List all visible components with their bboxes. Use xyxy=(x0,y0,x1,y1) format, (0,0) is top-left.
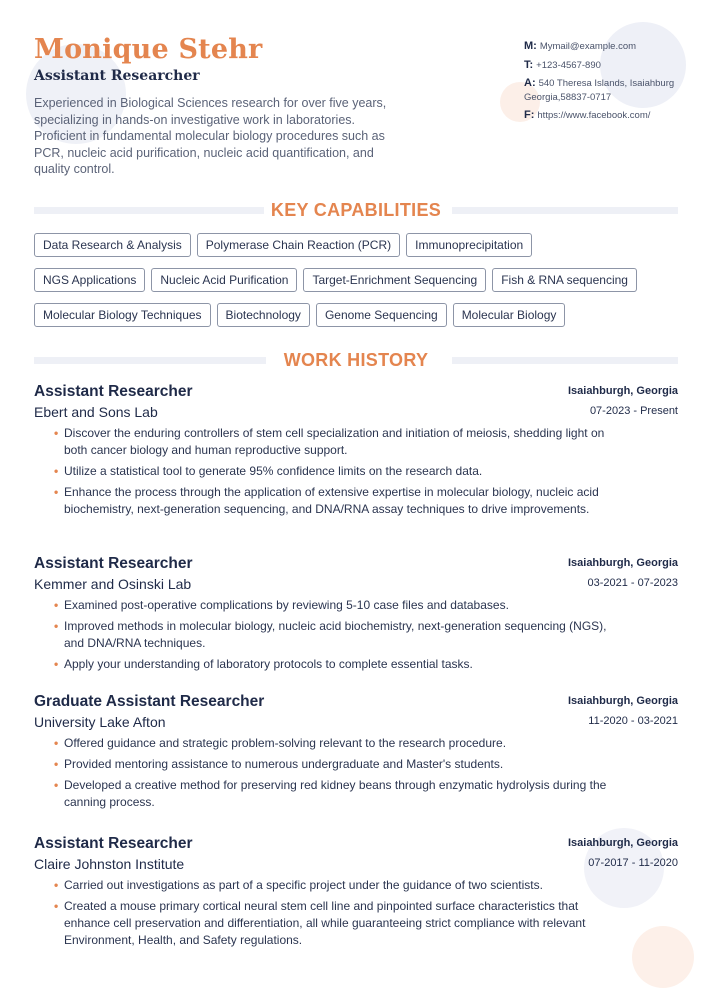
capability-tag: Polymerase Chain Reaction (PCR) xyxy=(197,233,400,257)
contact-facebook-label: F: xyxy=(524,109,535,121)
profile-summary: Experienced in Biological Sciences research for over five years, specializing in hands-on investigative work in laboratories. Proficient in fundamental molecular biology procedures such as PCR, nucleic acid purification, nucleic acid quantification, and quality control. xyxy=(34,96,387,177)
job-bullet: • Enhance the process through the application of extensive expertise in molecular biology, nucleic acid biochemistry, next-generation sequencing, and DNA/RNA assay techniques to drive improvements. xyxy=(64,484,624,518)
company-name: Ebert and Sons Lab xyxy=(34,404,158,420)
work-section-header xyxy=(34,348,678,372)
job-dates: 11-2020 - 03-2021 xyxy=(588,715,678,727)
job-dates: 07-2017 - 11-2020 xyxy=(588,857,678,869)
contact-block xyxy=(524,40,704,128)
job-dates: 03-2021 - 07-2023 xyxy=(587,577,678,589)
candidate-title: Assistant Researcher xyxy=(34,68,200,84)
contact-phone xyxy=(524,59,704,73)
contact-facebook xyxy=(524,109,704,123)
capability-tag: Fish & RNA sequencing xyxy=(492,268,637,292)
contact-address xyxy=(524,77,704,104)
capabilities-list xyxy=(34,233,694,338)
company-name: Kemmer and Osinski Lab xyxy=(34,576,192,592)
job-title: Assistant Researcher xyxy=(34,383,193,400)
job-bullets xyxy=(34,597,624,673)
capability-tag: NGS Applications xyxy=(34,268,145,292)
company-name: Claire Johnston Institute xyxy=(34,856,185,872)
company-name: University Lake Afton xyxy=(34,714,166,730)
contact-email-value[interactable]: Mymail@example.com xyxy=(539,41,637,52)
job-location: Isaiahburgh, Georgia xyxy=(567,385,678,397)
job-bullet: • Developed a creative method for preserving red kidney beans through enzymatic hydrolysis during the canning process. xyxy=(64,777,624,811)
job-bullet: • Examined post-operative complications by reviewing 5-10 case files and databases. xyxy=(64,597,624,614)
job-location: Isaiahburgh, Georgia xyxy=(567,695,678,707)
job-title: Assistant Researcher xyxy=(34,835,193,852)
capability-tag: Immunoprecipitation xyxy=(406,233,532,257)
capability-tag: Target-Enrichment Sequencing xyxy=(303,268,486,292)
contact-phone-value[interactable]: +123-4567-890 xyxy=(536,59,601,71)
capability-tag: Biotechnology xyxy=(217,303,310,327)
job-bullets xyxy=(34,877,624,949)
capability-row xyxy=(34,233,694,257)
job-location: Isaiahburgh, Georgia xyxy=(567,837,678,849)
job-bullets xyxy=(34,425,624,518)
capabilities-section-header xyxy=(34,198,678,222)
job-title: Graduate Assistant Researcher xyxy=(34,693,265,710)
job-entry xyxy=(34,554,678,677)
capability-tag: Molecular Biology xyxy=(453,303,566,327)
contact-phone-label: T: xyxy=(524,58,534,71)
job-location: Isaiahburgh, Georgia xyxy=(567,557,678,569)
capability-tag: Data Research & Analysis xyxy=(34,233,191,257)
job-bullet: • Created a mouse primary cortical neural stem cell line and pinpointed surface characteristics that enhance cell preservation and differentiation, all while guaranteeing strict compliance with relevant Environment, Health, and Safety regulations. xyxy=(64,898,624,949)
job-bullet: • Utilize a statistical tool to generate 95% confidence limits on the research data. xyxy=(64,463,624,480)
job-entry xyxy=(34,382,678,522)
contact-mobile-label: M: xyxy=(524,40,537,52)
job-title: Assistant Researcher xyxy=(34,555,193,572)
job-bullets xyxy=(34,735,624,811)
job-entry xyxy=(34,834,678,953)
capability-tag: Genome Sequencing xyxy=(316,303,447,327)
work-heading: WORK HISTORY xyxy=(283,350,429,370)
contact-address-value: 540 Theresa Islands, Isaiahburg Georgia,58837-0717 xyxy=(524,78,675,103)
contact-mobile xyxy=(524,40,704,54)
capability-row xyxy=(34,268,694,292)
job-dates: 07-2023 - Present xyxy=(589,405,678,417)
job-bullet: • Carried out investigations as part of a specific project under the guidance of two scientists. xyxy=(64,877,624,894)
candidate-name: Monique Stehr xyxy=(34,34,263,65)
job-bullet: • Improved methods in molecular biology, nucleic acid biochemistry, next-generation sequencing (NGS), and DNA/RNA techniques. xyxy=(64,618,624,652)
capability-tag: Nucleic Acid Purification xyxy=(151,268,297,292)
capabilities-heading: KEY CAPABILITIES xyxy=(270,200,442,220)
job-bullet: • Offered guidance and strategic problem-solving relevant to the research procedure. xyxy=(64,735,624,752)
capability-tag: Molecular Biology Techniques xyxy=(34,303,211,327)
job-bullet: • Provided mentoring assistance to numerous undergraduate and Master's students. xyxy=(64,756,624,773)
contact-facebook-link[interactable]: https://www.facebook.com/ xyxy=(537,110,651,121)
job-bullet: • Apply your understanding of laboratory protocols to complete essential tasks. xyxy=(64,656,624,673)
job-bullet: • Discover the enduring controllers of stem cell specialization and initiation of meiosis, shedding light on both cancer biology and human reproductive support. xyxy=(64,425,624,459)
contact-address-label: A: xyxy=(524,77,536,89)
capability-row xyxy=(34,303,694,327)
job-entry xyxy=(34,692,678,815)
